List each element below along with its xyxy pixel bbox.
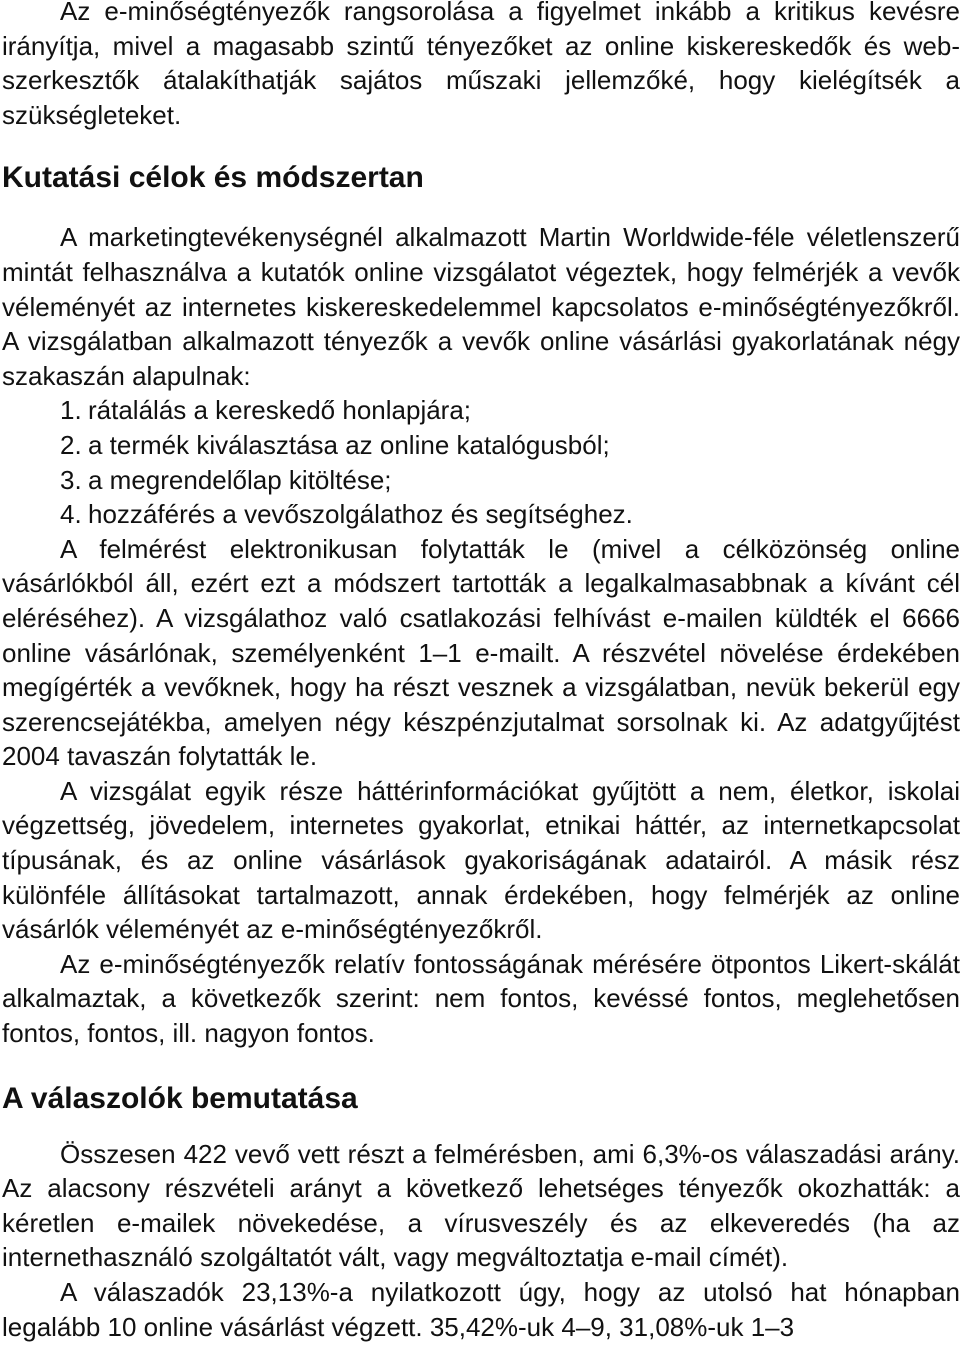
list-item-text: hozzáférés a vevőszolgálathoz és segítséghez. [88, 499, 633, 530]
list-item [2, 497, 960, 532]
list-item-text: a termék kiválasztása az online katalógusból; [88, 429, 610, 460]
list-item-number: 4. [60, 499, 82, 530]
methods-paragraph-2: A felmérést elektronikusan folytatták le (mivel a célközönség online vásárlókból áll, ezért ezt a módszert tartották a legalkalmasabbnak a kívánt cél eléréséhez). A vizsgálathoz való csatlakozási felhívást e-mailen küldték el 6666 online vásárlónak, személyenként 1–1 e-mailt. A részvétel növelése érdekében megígérték a vevőknek, hogy ha részt vesznek a vizsgálatban, nevük bekerül egy szerencsejátékba, amelyen négy készpénzjutalmat sorsolnak ki. Az adatgyűjtést 2004 tavaszán folytatták le. [2, 533, 960, 772]
list-item-number: 3. [60, 464, 82, 495]
list-item [2, 428, 960, 463]
list-item-text: rátalálás a kereskedő honlapjára; [88, 395, 472, 426]
methods-paragraph-3: A vizsgálat egyik része háttérinformációkat gyűjtött a nem, életkor, iskolai végzettség, jövedelem, internetes gyakorlat, etnikai háttér, az internetkapcsolat típusának, és az online vásárlások gyakoriságának adatairól. A másik rész különféle állításokat tartalmazott, annak érdekében, hogy felmérjék az online vásárlók véleményét az e-minőségtényezőkről. [2, 775, 960, 945]
list-item [2, 393, 960, 428]
list-item-text: a megrendelőlap kitöltése; [88, 464, 392, 495]
respondents-paragraph-2: A válaszadók 23,13%-a nyilatkozott úgy, hogy az utolsó hat hónapban legalább 10 online vásárlást végzett. 35,42%-uk 4–9, 31,08%-uk 1–3 [2, 1277, 960, 1342]
section-heading-respondents: A válaszolók bemutatása [2, 1081, 358, 1115]
methods-paragraph-4: Az e-minőségtényezők relatív fontosságának mérésére ötpontos Likert-skálát alkalmaztak, a következők szerint: nem fontos, kevéssé fontos, meglehetősen fontos, fontos, ill. nagyon fontos. [2, 948, 960, 1049]
section-heading-methods: Kutatási célok és módszertan [2, 161, 424, 195]
methods-paragraph-1: A marketingtevékenységnél alkalmazott Martin Worldwide-féle véletlenszerű mintát felhasználva a kutatók online vizsgálatot végeztek, hogy felmérjék a vevők véleményét az internetes kiskereskedelemmel kapcsolatos e-minőségtényezőkről. A vizsgálatban alkalmazott tényezők a vevők online vásárlási gyakorlatának négy szakaszán alapulnak: [2, 222, 960, 391]
list-item-number: 2. [60, 429, 82, 460]
respondents-paragraph-1: Összesen 422 vevő vett részt a felmérésben, ami 6,3%-os válaszadási arány. Az alacsony részvételi arányt a következő lehetséges tényezők okozhatták: a kéretlen e-mailek növekedése, a vírusveszély és az elkeveredés (ha az internethasználó szolgáltatót vált, vagy megváltoztatja e-mail címét). [2, 1138, 960, 1273]
list-item [2, 463, 960, 498]
intro-paragraph: Az e-minőségtényezők rangsorolása a figyelmet inkább a kritikus kevésre irányítja, mivel a magasabb szintű tényezőket az online kiskereskedők és web-szerkesztők átalakíthatják sajátos műszaki jellemzőké, hogy kielégítsék a szükségleteket. [2, 0, 960, 130]
stages-list [2, 393, 960, 531]
list-item-number: 1. [60, 395, 82, 426]
